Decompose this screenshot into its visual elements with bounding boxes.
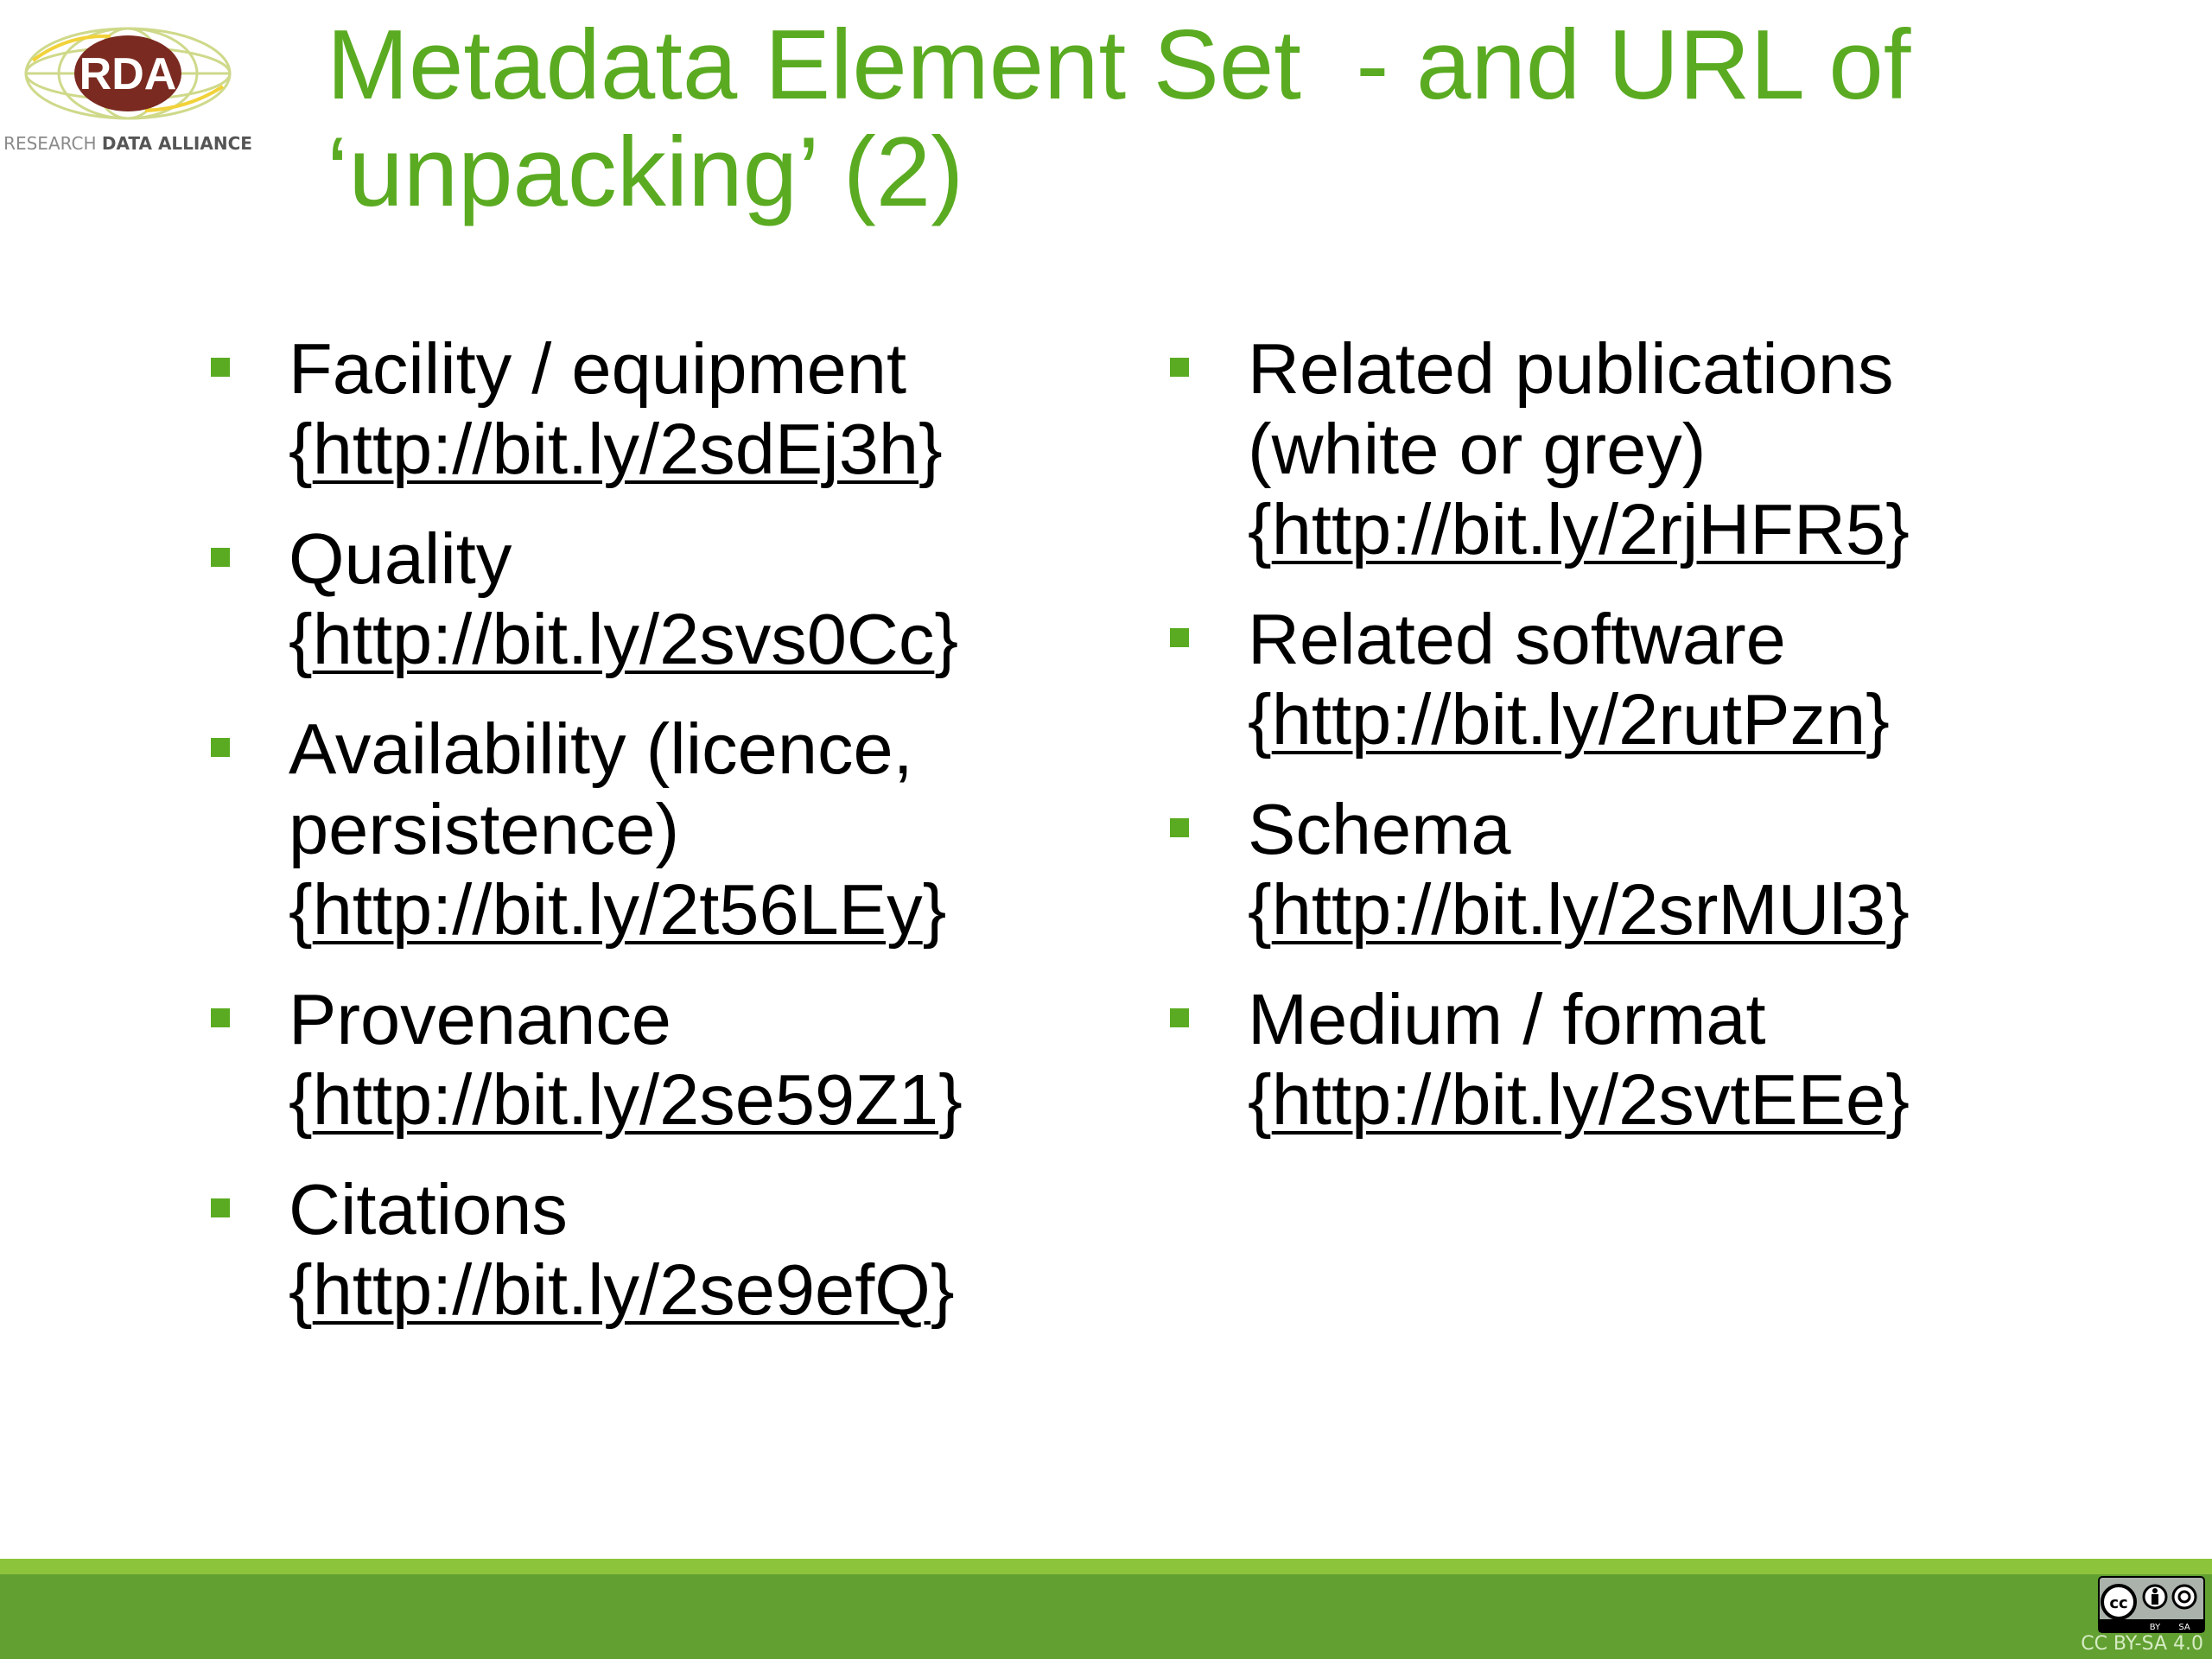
rda-abbr: RDA [79, 49, 177, 99]
item-label: Quality [289, 518, 512, 599]
provenance-link[interactable]: http://bit.ly/2se59Z1 [312, 1059, 939, 1140]
right-element-list [1166, 328, 2031, 1169]
list-item-provenance [207, 979, 1071, 1140]
item-label: Provenance [289, 979, 671, 1059]
by-label: BY [2149, 1623, 2161, 1632]
open-brace: { [1248, 869, 1272, 950]
list-item-citations [207, 1169, 1071, 1330]
slide-title [327, 12, 2158, 226]
open-brace: { [289, 409, 313, 489]
open-brace: { [1248, 489, 1272, 569]
close-brace: } [922, 869, 947, 950]
citations-link[interactable]: http://bit.ly/2se9efQ [312, 1249, 931, 1330]
list-item-schema [1166, 789, 2031, 950]
square-bullet-icon [211, 1198, 230, 1217]
open-brace: { [289, 599, 313, 679]
close-brace: } [1885, 1059, 1910, 1140]
footer-bar [0, 1574, 2212, 1659]
square-bullet-icon [211, 358, 230, 377]
square-bullet-icon [211, 548, 230, 567]
availability-link[interactable]: http://bit.ly/2t56LEy [312, 869, 923, 950]
footer-accent-bar [0, 1559, 2212, 1574]
cc-mark: cc [2109, 1594, 2128, 1612]
left-element-list [207, 328, 1071, 1359]
square-bullet-icon [1170, 628, 1189, 647]
item-label: Facility / equipment [289, 328, 907, 409]
sa-icon [2173, 1586, 2196, 1608]
open-brace: { [289, 1249, 313, 1330]
medium-format-link[interactable]: http://bit.ly/2svtEEe [1271, 1059, 1886, 1140]
close-brace: } [938, 1059, 963, 1140]
item-label: Schema [1248, 789, 1511, 869]
item-label: Related publications (white or grey) [1248, 328, 1894, 489]
close-brace: } [1866, 679, 1890, 760]
rda-org-light: RESEARCH [3, 133, 102, 154]
square-bullet-icon [1170, 818, 1189, 837]
creative-commons-icon [2098, 1576, 2205, 1633]
related-software-link[interactable]: http://bit.ly/2rutPzn [1271, 679, 1866, 760]
item-label: Citations [289, 1169, 568, 1249]
item-label: Availability (licence, persistence) [289, 709, 913, 869]
list-item-medium-format [1166, 979, 2031, 1140]
title-line-2: ‘unpacking’ (2) [327, 118, 964, 227]
svg-text:RESEARCH DATA ALLIANCE [3, 133, 252, 154]
square-bullet-icon [211, 1008, 230, 1027]
item-label: Medium / format [1248, 979, 1766, 1059]
close-brace: } [1885, 489, 1910, 569]
open-brace: { [1248, 1059, 1272, 1140]
square-bullet-icon [1170, 1008, 1189, 1027]
facility-link[interactable]: http://bit.ly/2sdEj3h [312, 409, 919, 489]
related-publications-link[interactable]: http://bit.ly/2rjHFR5 [1271, 489, 1886, 569]
list-item-related-publications [1166, 328, 2031, 569]
close-brace: } [1885, 869, 1910, 950]
close-brace: } [918, 409, 943, 489]
rda-logo [3, 26, 252, 156]
sa-label: SA [2178, 1623, 2190, 1632]
close-brace: } [930, 1249, 955, 1330]
item-label: Related software [1248, 599, 1786, 679]
list-item-availability [207, 709, 1071, 950]
list-item-related-software [1166, 599, 2031, 760]
list-item-quality [207, 518, 1071, 679]
open-brace: { [289, 1059, 313, 1140]
rda-org-bold: DATA ALLIANCE [101, 133, 252, 154]
list-item-facility [207, 328, 1071, 489]
open-brace: { [289, 869, 313, 950]
close-brace: } [934, 599, 959, 679]
square-bullet-icon [211, 738, 230, 757]
open-brace: { [1248, 679, 1272, 760]
square-bullet-icon [1170, 358, 1189, 377]
schema-link[interactable]: http://bit.ly/2srMUl3 [1271, 869, 1886, 950]
title-line-1: Metadata Element Set - and URL of [327, 10, 1911, 120]
license-text: CC BY-SA 4.0 [2081, 1633, 2203, 1655]
quality-link[interactable]: http://bit.ly/2svs0Cc [312, 599, 935, 679]
